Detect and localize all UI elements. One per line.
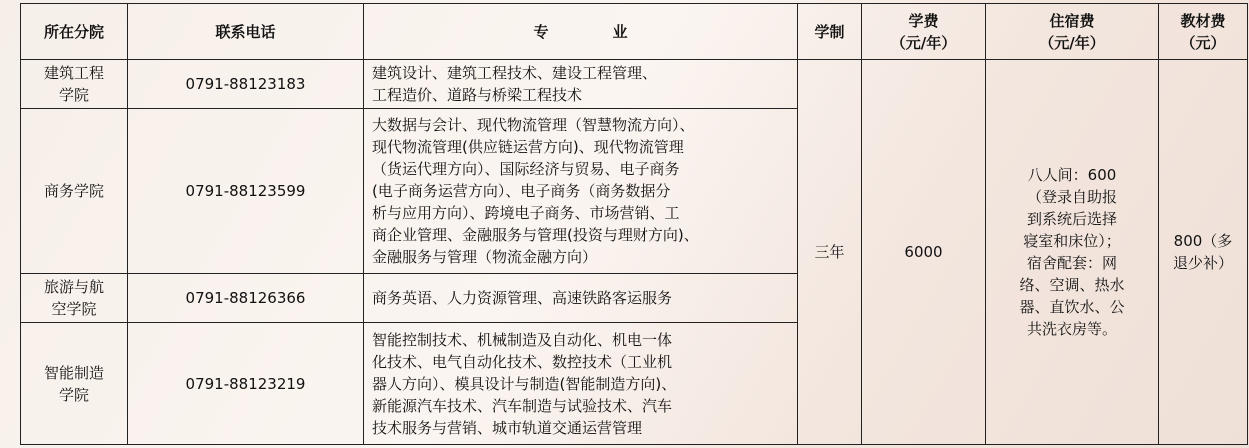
major-cell [364,60,798,109]
phone-cell: 0791-88123599 [128,109,364,274]
books-cell [1159,60,1248,445]
dorm-line: 八人间：600 [1027,166,1117,184]
phone-cell: 0791-88123183 [128,60,364,109]
header-major-char-2: 业 [612,22,628,41]
branch-cell [21,323,128,445]
header-dorm-line2: （元/年） [1039,33,1105,52]
dorm-line: 器、直饮水、公 [1019,298,1125,316]
major-line: 新能源汽车技术、汽车制造与试验技术、汽车 [372,396,673,415]
dorm-line: （登录自助报 [1026,188,1117,206]
major-line: 化技术、电气自动化技术、数控技术（工业机 [372,352,673,371]
major-line: 现代物流管理(供应链运营方向)、现代物流管理 [372,138,684,156]
major-line: 商企业管理、金融服务与管理(投资与理财方向)、 [372,226,699,244]
header-branch: 所在分院 [21,4,128,60]
duration-cell: 三年 [798,60,862,445]
header-books-line2: （元） [1180,33,1226,52]
branch-cell [21,109,128,274]
major-line: (电子商务运营方向）、电子商务（商务数据分 [372,182,671,200]
dorm-cell [986,60,1159,445]
major-line: 析与应用方向）、跨境电子商务、市场营销、工 [372,204,680,222]
major-line: 建筑设计、建筑工程技术、建设工程管理、 [372,64,658,82]
branch-line: 学院 [58,385,89,404]
major-line: 大数据与会计、现代物流管理（智慧物流方向）、 [372,116,695,134]
major-line: 商务英语、人力资源管理、高速铁路客运服务 [372,289,673,307]
header-books [1159,4,1248,60]
branch-line: 建筑工程 [43,64,104,82]
phone-cell: 0791-88123219 [128,323,364,445]
header-dorm [986,4,1159,60]
header-row [21,4,1248,60]
major-cell [364,274,798,323]
major-line: 器人方向）、模具设计与制造(智能制造方向)、 [372,374,677,393]
major-line: 智能控制技术、机械制造及自动化、机电一体 [372,330,673,349]
header-dorm-line1: 住宿费 [1049,11,1095,30]
header-books-line1: 教材费 [1180,11,1226,30]
branch-line: 旅游与航 [43,278,104,296]
major-line: 技术服务与营销、城市轨道交通运营管理 [372,418,643,437]
header-duration: 学制 [798,4,862,60]
branch-cell [21,274,128,323]
branch-cell [21,60,128,109]
dorm-line: 寝室和床位）； [1023,232,1121,250]
header-major [364,4,798,60]
major-line: 工程造价、道路与桥梁工程技术 [372,86,583,104]
dorm-line: 到系统后选择 [1026,210,1117,228]
header-phone: 联系电话 [128,4,364,60]
major-line: 金融服务与管理（物流金融方向） [372,248,598,266]
branch-line: 智能制造 [43,363,104,382]
fee-table [20,3,1248,445]
major-cell [364,323,798,445]
branch-line: 商务学院 [43,182,104,200]
branch-line: 学院 [58,86,89,104]
dorm-line: 络、空调、热水 [1019,276,1125,294]
phone-cell: 0791-88126366 [128,274,364,323]
major-cell [364,109,798,274]
header-major-char-1: 专 [533,22,549,41]
branch-line: 空学院 [51,300,97,318]
dorm-line: 宿舍配套：网 [1026,254,1117,272]
table-row [21,60,1248,109]
books-line: 800（多 [1173,232,1233,250]
header-tuition [862,4,986,60]
fee-table-wrapper [20,3,1248,445]
major-line: （货运代理方向）、国际经济与贸易、电子商务 [372,160,680,178]
books-line: 退少补） [1172,254,1233,272]
tuition-cell: 6000 [862,60,986,445]
header-tuition-line1: 学费 [908,11,939,30]
header-tuition-line2: （元/年） [890,33,957,52]
dorm-line: 共洗衣房等。 [1026,320,1117,338]
